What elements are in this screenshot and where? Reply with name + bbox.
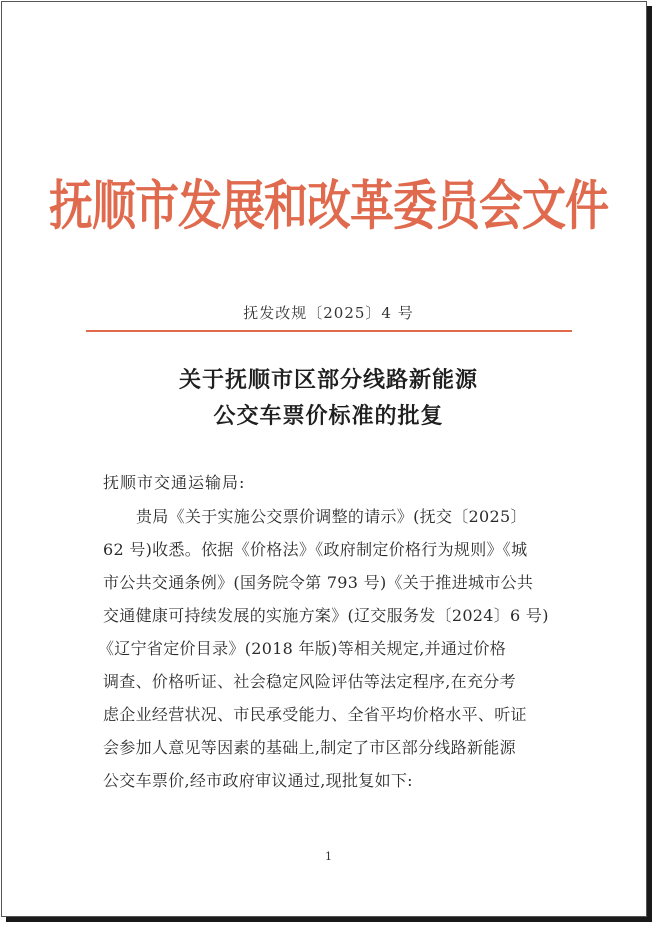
body-paragraph-line: 《辽宁省定价目录》(2018 年版)等相关规定,并通过价格 — [98, 639, 507, 658]
body-paragraph-line: 62 号)收悉。依据《价格法》《政府制定价格行为规则》《城 — [103, 540, 528, 559]
page-number: 1 — [325, 850, 332, 863]
document-title-line-2: 公交车票价标准的批复 — [213, 403, 444, 429]
document-title-line-1: 关于抚顺市区部分线路新能源 — [178, 367, 478, 393]
addressee: 抚顺市交通运输局: — [103, 473, 246, 492]
body-paragraph-line: 调查、价格听证、社会稳定风险评估等法定程序,在充分考 — [103, 672, 516, 691]
body-paragraph-line: 市公共交通条例》(国务院令第 793 号)《关于推进城市公共 — [103, 573, 534, 592]
body-paragraph-line: 公交车票价,经市政府审议通过,现批复如下: — [103, 771, 413, 790]
agency-header-title: 抚顺市发展和改革委员会文件 — [49, 175, 608, 238]
red-divider-line — [86, 330, 572, 332]
document-page — [1, 1, 647, 917]
body-paragraph-line: 会参加人意见等因素的基础上,制定了市区部分线路新能源 — [103, 738, 516, 757]
document-number: 抚发改规〔2025〕4 号 — [243, 304, 414, 322]
body-paragraph-line: 交通健康可持续发展的实施方案》(辽交服务发〔2024〕6 号) — [103, 606, 549, 625]
body-paragraph-line: 虑企业经营状况、市民承受能力、全省平均价格水平、听证 — [103, 705, 527, 724]
body-paragraph-line: 贵局《关于实施公交票价调整的请示》(抚交〔2025〕 — [136, 507, 527, 526]
